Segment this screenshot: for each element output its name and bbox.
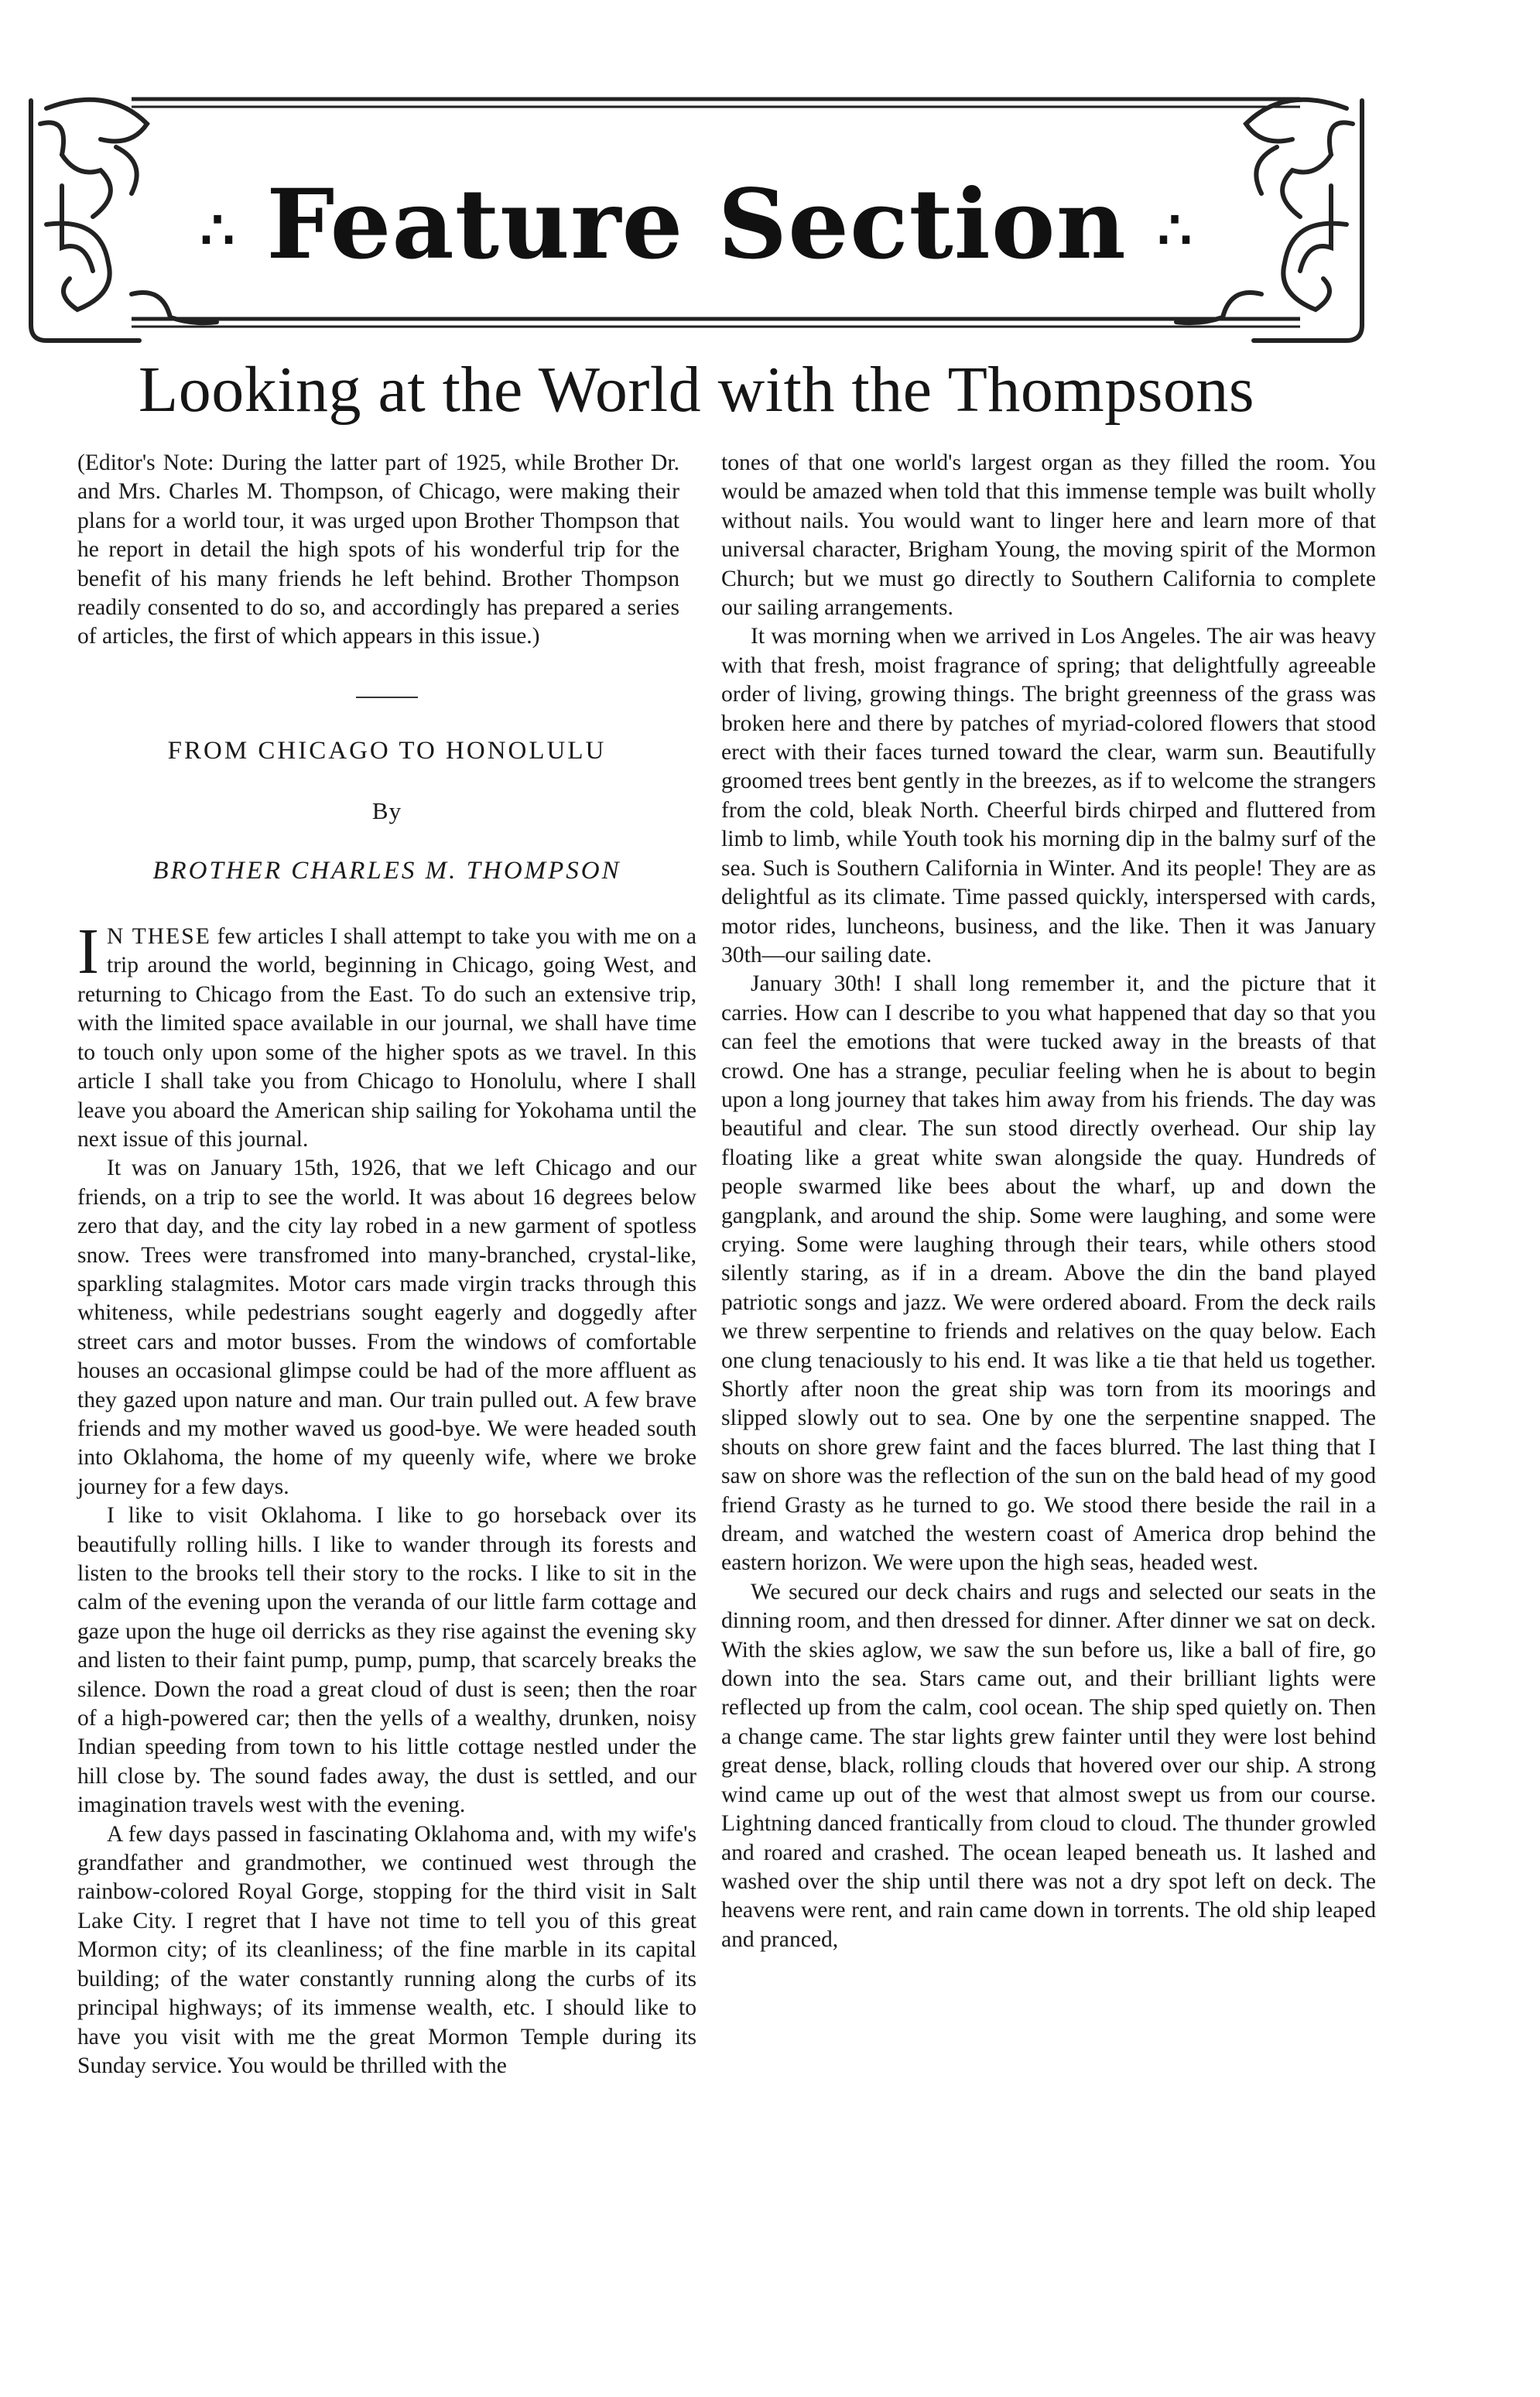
paragraph: I like to visit Oklahoma. I like to go horseback over its beautifully rolling hills. I like to wander through its forests and listen to the brooks tell their story to the rocks. I like to sit in the calm of the evening upon the veranda of our little farm cottage and gaze upon the huge oil derricks as they rise against the evening sky and listen to their faint pump, pump, pump, that scarcely breaks the silence. Down the road a great cloud of dust is seen; then the roar of a high-powered car; then the yells of a wealthy, drunken, noisy Indian speeding from town to his little cottage nestled under the hill close by. The sound fades away, the dust is settled, and our imagination travels west with the evening.	[77, 1503, 696, 1818]
paragraph: A few days passed in fascinating Oklahoma and, with my wife's grandfather and grandmother, we continued west through the rainbow-colored Royal Gorge, stopping for the third visit in Salt Lake City. I regret that I have not time to tell you of this great Mormon city; of its cleanliness; of the fine marble in its capital building; of the water constantly running along the curbs of its principal highways; of its immense wealth, etc. I should like to have you visit with me the great Mormon Temple during its Sunday service. You would be thrilled with the	[77, 1821, 696, 2078]
right-scroll-ornament	[1176, 100, 1362, 341]
left-column	[77, 449, 696, 2080]
paragraph: It was morning when we arrived in Los Angeles. The air was heavy with that fresh, moist fragrance of spring; that delightfully agreeable order of living, growing things. The bright greenness of the grass was broken here and there by patches of myriad-colored flowers that stood erect with their faces turned toward the clear, warm sun. Beautifully groomed trees bent gently in the breezes, as if to welcome the strangers from the cold, bleak North. Cheerful birds chirped and fluttered from limb to limb, while Youth took his morning dip in the balmy surf of the sea. Such is Southern California in Winter. And its people! They are as delightful as its climate. Time passed quickly, interspersed with cards, motor rides, luncheons, business, and the like. Then it was January 30th—our sailing date.	[721, 624, 1376, 967]
section-divider	[356, 697, 418, 698]
paragraph: January 30th! I shall long remember it, and the picture that it carries. How can I describe to you what happened that day so that you can feel the emotions that were tucked away in the breasts of that crowd. One has a strange, peculiar feeling when he is about to begin upon a long journey that takes him away from his friends. The day was beautiful and clear. The sun stood directly overhead. Our ship lay floating like a great white swan alongside the quay. Hundreds of people swarmed like bees about the wharf, up and down the gangplank, and around the ship. Some were laughing, and some were crying. Some were laughing through their tears, while others stood silently staring, as if in a dream. Above the din the band played patriotic songs and jazz. We were ordered aboard. From the deck rails we threw serpentine to friends and relatives on the quay below. Each one clung tenaciously to his end. It was like a tie that held us together. Shortly after noon the great ship was torn from its moorings and slipped slowly out to sea. One by one the serpentine snapped. The shouts on shore grew faint and the faces blurred. The last thing that I saw on shore was the reflection of the sun on the bald head of my good friend Grasty as he turned to go. We stood there beside the rail in a dream, and watched the western coast of America drop behind the eastern horizon. We were upon the high seas, headed west.	[721, 971, 1376, 1576]
lead-in-caps: N THESE	[106, 924, 211, 950]
paragraph-text: few articles I shall attempt to take you with me on a trip around the world, beginning in Chicago, going West, and returning to Chicago from the East. To do such an extensive trip, with the limited space available in our journal, we shall have time to touch only upon some of the higher spots as we travel. In this article I shall take you from Chicago to Honolulu, where I shall leave you aboard the American ship sailing for Yokohama until the next issue of this journal.	[77, 924, 697, 1152]
byline-by: By	[371, 797, 402, 825]
opening-paragraph	[77, 916, 697, 1154]
feature-section-banner	[15, 93, 1377, 356]
byline-author: BROTHER CHARLES M. THOMPSON	[152, 856, 621, 885]
article-headline: Looking at the World with the Thompsons	[138, 354, 1255, 426]
triple-dot-ornament-left: ∴	[200, 197, 236, 262]
editor-note: (Editor's Note: During the latter part of 1925, while Brother Dr. and Mrs. Charles M. Thompson, of Chicago, were making their plans for a world tour, it was urged upon Brother Thompson that he report in detail the high spots of his wonderful trip for the benefit of his many friends he left behind. Brother Thompson readily consented to do so, and accordingly has prepared a series of articles, the first of which appears in this issue.)	[77, 450, 679, 649]
paragraph: tones of that one world's largest organ as they filled the room. You would be amazed when told that this immense temple was built wholly without nails. You would want to linger here and learn more of that universal character, Brigham Young, the moving spirit of the Mormon Church; but we must go directly to Southern California to complete our sailing arrangements.	[721, 450, 1376, 621]
banner-title-row	[193, 159, 1199, 290]
left-scroll-ornament	[31, 100, 217, 341]
feature-section-title: Feature Section	[266, 168, 1127, 281]
article-title: FROM CHICAGO TO HONOLULU	[167, 736, 607, 765]
right-column	[721, 449, 1376, 1954]
triple-dot-ornament-right: ∴	[1157, 197, 1193, 262]
paragraph: We secured our deck chairs and rugs and selected our seats in the dinning room, and then dressed for dinner. After dinner we sat on deck. With the skies aglow, we saw the sun before us, like a ball of fire, go down into the sea. Stars came out, and their brilliant lights were reflected up from the calm, cool ocean. The ship sped quietly on. Then a change came. The star lights grew fainter until they were lost behind great dense, black, rolling clouds that hovered over our ship. A strong wind came up out of the west that almost swept us from our course. Lightning danced frantically from cloud to cloud. The thunder growled and roared and crashed. The ocean leaped beneath us. It lashed and washed over the ship until there was not a dry spot left on deck. The heavens were rent, and rain came down in torrents. The old ship leaped and pranced,	[721, 1579, 1376, 1952]
paragraph: It was on January 15th, 1926, that we left Chicago and our friends, on a trip to see the world. It was about 16 degrees below zero that day, and the city lay robed in a new garment of spotless snow. Trees were transfromed into many-branched, crystal-like, sparkling stalagmites. Motor cars made virgin tracks through this whiteness, while pedestrians sought eagerly and doggedly after street cars and motor busses. From the windows of comfortable houses an occasional glimpse could be had of the more affluent as they gazed upon nature and man. Our train pulled out. A few brave friends and my mother waved us good-bye. We were headed south into Oklahoma, the home of my queenly wife, where we broke journey for a few days.	[77, 1156, 696, 1499]
drop-cap: I	[77, 916, 99, 988]
